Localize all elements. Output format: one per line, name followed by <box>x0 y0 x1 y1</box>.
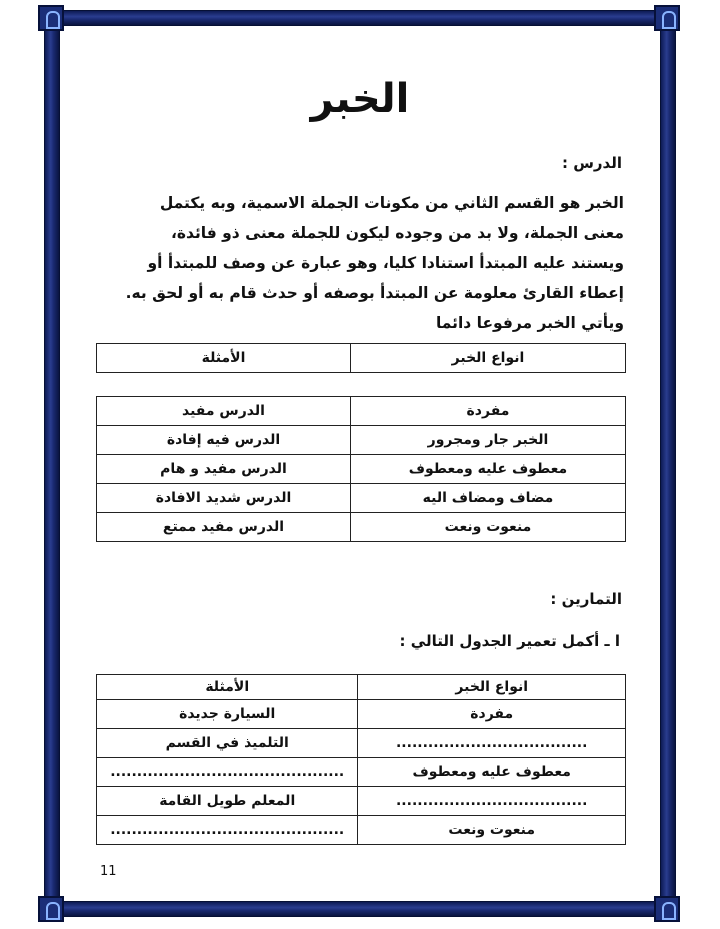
paragraph-line: إعطاء القارئ معلومة عن المبتدأ بوصفه أو حدث قام به أو لحق به. <box>125 284 624 302</box>
header-cell-examples: الأمثلة <box>97 344 351 373</box>
example-cell: المعلم طويل القامة <box>97 787 358 816</box>
example-cell: الدرس مفيد و هام <box>97 455 351 484</box>
type-cell: معطوف عليه ومعطوف <box>358 758 626 787</box>
example-blank-cell[interactable]: ............................................ <box>97 758 358 787</box>
paragraph-line: ويأتي الخبر مرفوعا دائما <box>435 314 624 332</box>
table-row <box>97 513 626 542</box>
frame-left-border <box>44 10 60 917</box>
paragraph-line: ويستند عليه المبتدأ استنادا كليا، وهو عبارة عن وصف للمبتدأ أو <box>147 254 624 272</box>
table-row <box>97 729 626 758</box>
paragraph-line: معنى الجملة، ولا بد من وجوده ليكون للجملة معنى ذو فائدة، <box>170 224 624 242</box>
table-row <box>97 816 626 845</box>
corner-ornament-icon <box>38 5 64 31</box>
exercise-table <box>96 674 626 845</box>
examples-table-header <box>96 343 626 373</box>
table-row <box>97 758 626 787</box>
corner-ornament-icon <box>654 5 680 31</box>
frame-top-border <box>46 10 676 26</box>
frame-bottom-border <box>46 901 676 917</box>
example-cell: التلميذ في القسم <box>97 729 358 758</box>
type-cell: مفردة <box>358 700 626 729</box>
lesson-label: الدرس : <box>562 154 622 172</box>
type-cell: منعوت ونعت <box>350 513 625 542</box>
table-row <box>97 484 626 513</box>
type-cell: منعوت ونعت <box>358 816 626 845</box>
header-cell-types: انواع الخبر <box>350 344 625 373</box>
example-cell: الدرس شديد الافادة <box>97 484 351 513</box>
frame-right-border <box>660 10 676 917</box>
page <box>70 28 650 898</box>
corner-ornament-icon <box>38 896 64 922</box>
table-row <box>97 787 626 816</box>
type-cell: مفردة <box>350 397 625 426</box>
corner-ornament-icon <box>654 896 680 922</box>
example-cell: الدرس مفيد <box>97 397 351 426</box>
table-row <box>97 397 626 426</box>
example-cell: الدرس مفيد ممتع <box>97 513 351 542</box>
example-cell: الدرس فيه إفادة <box>97 426 351 455</box>
page-number: 11 <box>100 864 117 879</box>
type-cell: الخبر جار ومجرور <box>350 426 625 455</box>
exercises-label: التمارين : <box>550 590 622 608</box>
type-cell: مضاف ومضاف اليه <box>350 484 625 513</box>
header-cell-examples: الأمثلة <box>97 675 358 700</box>
type-blank-cell[interactable]: .................................... <box>358 729 626 758</box>
table-row <box>97 426 626 455</box>
table-row <box>97 455 626 484</box>
table-row <box>97 700 626 729</box>
exercise-instruction: ا ـ أكمل تعمير الجدول التالي : <box>399 632 620 650</box>
type-blank-cell[interactable]: .................................... <box>358 787 626 816</box>
lesson-paragraph <box>84 188 624 338</box>
page-title: الخبر <box>310 76 410 122</box>
examples-table <box>96 396 626 542</box>
type-cell: معطوف عليه ومعطوف <box>350 455 625 484</box>
table-header-row <box>97 675 626 700</box>
paragraph-line: الخبر هو القسم الثاني من مكونات الجملة الاسمية، وبه يكتمل <box>159 194 624 212</box>
header-cell-types: انواع الخبر <box>358 675 626 700</box>
example-cell: السيارة جديدة <box>97 700 358 729</box>
example-blank-cell[interactable]: ............................................ <box>97 816 358 845</box>
